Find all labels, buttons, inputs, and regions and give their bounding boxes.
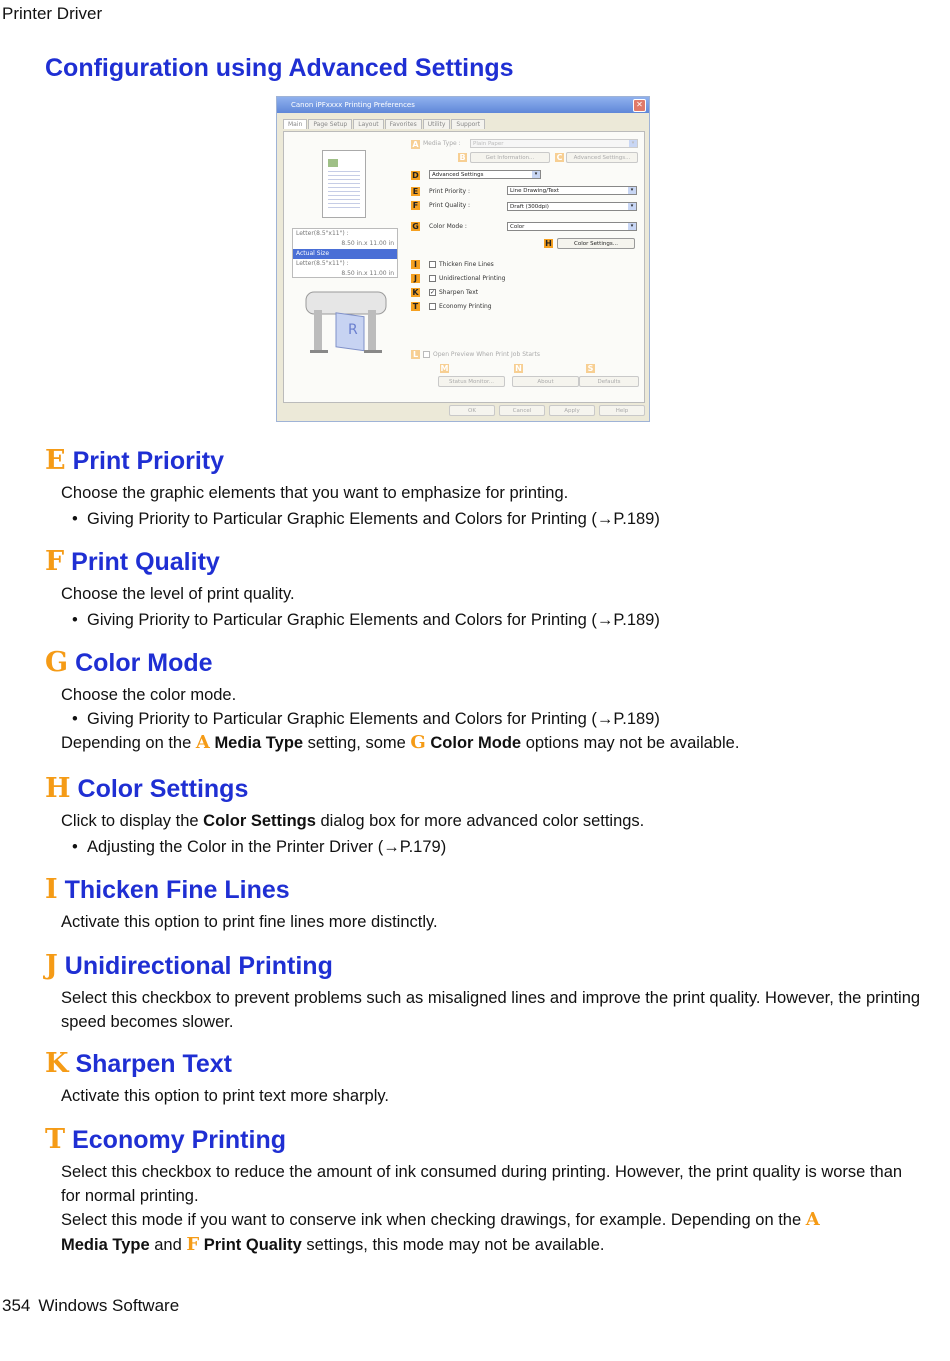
marker-l: L — [412, 350, 419, 359]
section-heading — [45, 1049, 925, 1079]
page-number: 354 — [2, 1296, 31, 1315]
page-footer — [2, 1296, 187, 1316]
marker-c: C — [556, 153, 563, 162]
section-heading — [45, 875, 925, 905]
tab-support: Support — [451, 119, 485, 129]
marker-j: J — [411, 274, 420, 283]
size-row: 8.50 in.x 11.00 in — [341, 270, 394, 277]
marker-m: M — [440, 364, 449, 373]
section-letter: F — [45, 546, 65, 577]
marker-k: K — [412, 288, 419, 297]
marker-h: H — [545, 239, 552, 248]
tab-utility: Utility — [423, 119, 451, 129]
section-color-mode — [45, 648, 925, 756]
section-letter: J — [45, 950, 58, 981]
printing-preferences-screenshot — [276, 96, 650, 422]
section-letter: H — [45, 773, 71, 804]
chevron-down-icon: ▾ — [628, 187, 636, 194]
color-mode-select — [507, 222, 637, 231]
section-text: Activate this option to print text more sharply. — [61, 1087, 390, 1105]
tab-page-setup: Page Setup — [308, 119, 352, 129]
color-settings-button: Color Settings... — [557, 238, 635, 249]
open-preview-label: Open Preview When Print Job Starts — [433, 351, 540, 358]
section-letter: T — [45, 1124, 66, 1155]
section-title: Print Priority — [72, 447, 225, 475]
section-title: Print Quality — [71, 548, 220, 576]
checkbox-label: Unidirectional Printing — [439, 275, 506, 282]
section-color-settings — [45, 774, 925, 859]
marker-g: G — [412, 222, 419, 231]
section-note: Depending on the A Media Type setting, some G Color Mode options may not be available. — [61, 732, 740, 753]
printer-illustration — [302, 282, 394, 360]
get-information-button: Get Information... — [470, 152, 550, 163]
cross-reference-link[interactable]: • Giving Priority to Particular Graphic Elements and Colors for Printing (→P.189) — [87, 609, 925, 633]
section-heading — [45, 648, 925, 678]
cross-reference-link[interactable]: • Giving Priority to Particular Graphic Elements and Colors for Printing (→P.189) — [87, 508, 925, 532]
section-title: Color Mode — [75, 649, 213, 677]
print-priority-select — [507, 186, 637, 195]
marker-a: A — [412, 140, 419, 149]
inline-marker: A — [195, 732, 210, 753]
checkbox-label: Thicken Fine Lines — [439, 261, 494, 268]
page-preview — [322, 150, 366, 218]
size-row: 8.50 in.x 11.00 in — [341, 240, 394, 247]
section-title: Economy Printing — [72, 1126, 286, 1154]
print-quality-label: Print Quality : — [429, 202, 471, 209]
about-button: About — [512, 376, 579, 387]
inline-marker: F — [186, 1233, 200, 1255]
section-thicken-fine-lines — [45, 875, 925, 935]
inline-marker: G — [410, 732, 426, 753]
section-text: Activate this option to print fine lines more distinctly. — [61, 913, 438, 931]
print-quality-select — [507, 202, 637, 211]
chevron-down-icon: ▾ — [532, 171, 540, 178]
section-heading — [45, 547, 925, 577]
open-preview-checkbox — [423, 351, 430, 358]
defaults-button: Defaults — [579, 376, 639, 387]
dialog-tabs — [283, 119, 486, 129]
marker-i: I — [411, 260, 420, 269]
size-row: Actual Size — [293, 249, 397, 259]
chevron-down-icon: ▾ — [628, 203, 636, 210]
tab-main: Main — [283, 119, 307, 129]
running-head: Printer Driver — [2, 4, 103, 23]
size-row: Letter(8.5"x11") : — [296, 260, 349, 267]
section-letter: K — [45, 1048, 69, 1079]
media-type-value: Plain Paper — [473, 141, 504, 147]
page-title: Configuration using Advanced Settings — [45, 54, 514, 82]
print-priority-label: Print Priority : — [429, 188, 470, 195]
main-panel — [283, 131, 645, 403]
close-icon: ✕ — [633, 99, 646, 112]
section-heading — [45, 1125, 925, 1155]
economy-printing-checkbox — [429, 303, 436, 310]
advanced-settings-button: Advanced Settings... — [566, 152, 638, 163]
thicken-fine-lines-checkbox — [429, 261, 436, 268]
marker-n: N — [515, 364, 522, 373]
section-text: Select this checkbox to prevent problems such as misaligned lines and improve the print quality. However, the printing speed becomes slower. — [61, 989, 921, 1031]
sharpen-text-checkbox: ✓ — [430, 289, 436, 296]
marker-b: B — [459, 153, 466, 162]
section-text: Choose the color mode. — [61, 686, 237, 704]
dialog-title: Canon iPFxxxx Printing Preferences — [277, 97, 649, 113]
section-title: Thicken Fine Lines — [64, 876, 290, 904]
marker-e: E — [412, 187, 419, 196]
section-title: Unidirectional Printing — [64, 952, 333, 980]
section-heading — [45, 446, 925, 476]
chevron-down-icon: ▾ — [629, 140, 637, 147]
section-text: Choose the level of print quality. — [61, 585, 295, 603]
color-mode-label: Color Mode : — [429, 223, 467, 230]
media-type-label: Media Type : — [423, 140, 461, 147]
checkbox-label: Sharpen Text — [439, 289, 479, 296]
marker-d: D — [412, 171, 419, 180]
section-text: Select this checkbox to reduce the amount of ink consumed during printing. However, the print quality is worse than for normal printing. — [61, 1163, 903, 1205]
paper-size-info — [292, 228, 398, 278]
chevron-down-icon: ▾ — [628, 223, 636, 230]
section-economy-printing — [45, 1125, 925, 1257]
marker-t: T — [412, 302, 419, 311]
print-quality-value: Draft (300dpi) — [510, 204, 549, 210]
help-button: Help — [599, 405, 645, 416]
section-text: Choose the graphic elements that you want to emphasize for printing. — [61, 484, 569, 502]
section-print-quality — [45, 547, 925, 632]
marker-f: F — [412, 201, 419, 210]
marker-s: S — [587, 364, 594, 373]
size-row: Letter(8.5"x11") : — [296, 230, 349, 237]
section-print-priority — [45, 446, 925, 531]
tab-favorites: Favorites — [385, 119, 422, 129]
section-title: Color Settings — [77, 775, 249, 803]
tab-layout: Layout — [353, 119, 383, 129]
section-text: Select this mode if you want to conserve ink when checking drawings, for example. Depending on the A Media Type and F Print Quality settings, this mode may not be available. — [61, 1209, 820, 1255]
ok-button: OK — [449, 405, 495, 416]
cross-reference-link[interactable]: • Giving Priority to Particular Graphic Elements and Colors for Printing (→P.189) — [87, 708, 925, 732]
settings-mode-select — [429, 170, 541, 179]
section-text: Click to display the Color Settings dialog box for more advanced color settings. — [61, 812, 645, 830]
print-priority-value: Line Drawing/Text — [510, 188, 560, 194]
section-heading — [45, 951, 925, 981]
inline-marker: A — [805, 1209, 820, 1230]
settings-mode-value: Advanced Settings — [432, 172, 484, 178]
section-unidirectional-printing — [45, 951, 925, 1034]
checkbox-label: Economy Printing — [439, 303, 492, 310]
unidirectional-printing-checkbox — [429, 275, 436, 282]
status-monitor-button: Status Monitor... — [438, 376, 505, 387]
section-sharpen-text — [45, 1049, 925, 1109]
cross-reference-link[interactable]: • Adjusting the Color in the Printer Driver (→P.179) — [87, 836, 925, 860]
apply-button: Apply — [549, 405, 595, 416]
svg-text:R: R — [348, 322, 358, 338]
media-type-select — [470, 139, 638, 148]
section-heading — [45, 774, 925, 804]
section-title: Sharpen Text — [75, 1050, 232, 1078]
cancel-button: Cancel — [499, 405, 545, 416]
section-letter: I — [45, 874, 58, 905]
section-letter: E — [45, 445, 66, 476]
color-mode-value: Color — [510, 224, 525, 230]
footer-section: Windows Software — [38, 1296, 180, 1315]
section-letter: G — [45, 647, 69, 678]
